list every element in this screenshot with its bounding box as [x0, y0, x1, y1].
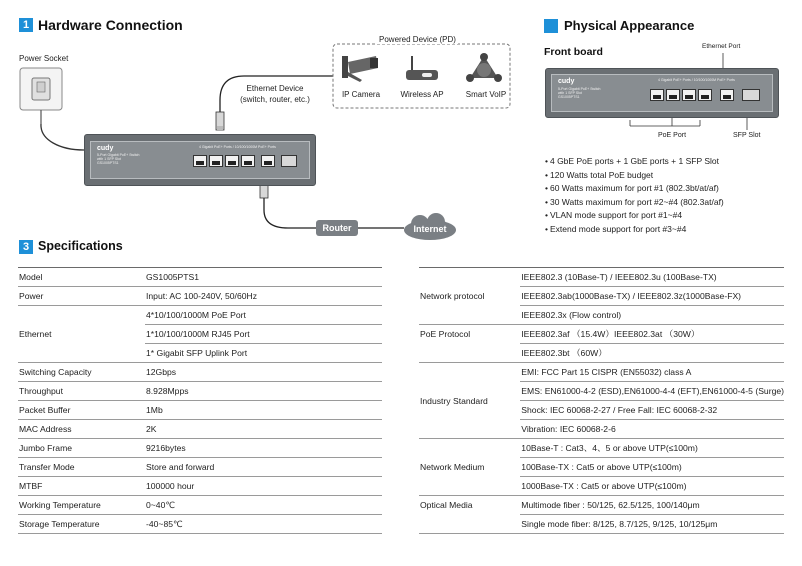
spec-value: IEEE802.3ab(1000Base-TX) / IEEE802.3z(1000Base-FX) [520, 287, 784, 306]
sfp-slot [281, 155, 297, 167]
spec-value: IEEE802.3af （15.4W）IEEE802.3at （30W） [520, 325, 784, 344]
front-poe-port-1 [650, 89, 664, 101]
spec-value: 4*10/100/1000M PoE Port [145, 306, 382, 325]
section-number-badge: 1 [19, 18, 33, 32]
feature-item: • 4 GbE PoE ports + 1 GbE ports + 1 SFP Slot [545, 155, 724, 169]
spec-value: EMI: FCC Part 15 CISPR (EN55032) class A [520, 363, 784, 382]
front-poe-port-3 [682, 89, 696, 101]
spec-label: Model [18, 268, 145, 287]
table-row [18, 268, 382, 287]
spec-table-right [419, 267, 784, 534]
smart-voip-icon [466, 52, 502, 86]
front-board-ports-banner: 4 Gigabit PoE+ Ports / 10/100/1000M PoE+ Ports [658, 78, 735, 82]
ethernet-device-sublabel: (switch, router, etc.) [240, 95, 310, 104]
feature-item: • 120 Watts total PoE budget [545, 169, 724, 183]
spec-label: Industry Standard [419, 363, 520, 439]
spec-label: Optical Media [419, 496, 520, 534]
spec-value: Input: AC 100-240V, 50/60Hz [145, 287, 382, 306]
ethernet-port-caption: Ethernet Port [702, 43, 741, 50]
switch-model-line3: GS1005PTS1 [97, 161, 119, 165]
spec-label: Throughput [18, 382, 145, 401]
table-row [18, 439, 382, 458]
router-pill: Router [316, 220, 358, 236]
poe-port-caption: PoE Port [658, 132, 687, 139]
spec-value: Multimode fiber : 50/125, 62.5/125, 100/140μm [520, 496, 784, 515]
table-row [18, 496, 382, 515]
front-board-model-line2: with 1 SFP Slot [558, 91, 582, 95]
front-board-device [545, 68, 779, 118]
table-row [419, 363, 784, 382]
spec-value: 9216bytes [145, 439, 382, 458]
spec-value: 100000 hour [145, 477, 382, 496]
spec-value: 8.928Mpps [145, 382, 382, 401]
pd-label-wireless-ap: Wireless AP [400, 90, 444, 99]
spec-value: IEEE802.3bt （60W） [520, 344, 784, 363]
physical-appearance-title: Physical Appearance [564, 18, 695, 33]
table-row [18, 515, 382, 534]
sfp-slot-caption: SFP Slot [733, 132, 761, 139]
pd-label-ip-camera: IP Camera [341, 90, 381, 99]
spec-value: 12Gbps [145, 363, 382, 382]
feature-item: • Extend mode support for port #3~#4 [545, 223, 724, 237]
spec-label: Working Temperature [18, 496, 145, 515]
table-row [18, 401, 382, 420]
spec-label: Network protocol [419, 268, 520, 325]
wireless-ap-icon [404, 52, 440, 86]
front-board-title: Front board [544, 46, 603, 58]
table-row [419, 439, 784, 458]
spec-value: GS1005PTS1 [145, 268, 382, 287]
front-ethernet-port [720, 89, 734, 101]
spec-label: Transfer Mode [18, 458, 145, 477]
spec-label: Power [18, 287, 145, 306]
spec-value: 2K [145, 420, 382, 439]
table-row [18, 287, 382, 306]
hardware-connection-title: Hardware Connection [38, 17, 183, 33]
spec-value: 10Base-T : Cat3、4、5 or above UTP(≤100m) [520, 439, 784, 458]
feature-item: • 60 Watts maximum for port #1 (802.3bt/at/af) [545, 182, 724, 196]
spec-value: 1000Base-TX : Cat5 or above UTP(≤100m) [520, 477, 784, 496]
table-row [18, 420, 382, 439]
spec-value: Vibration: IEC 60068-2-6 [520, 420, 784, 439]
feature-item: • VLAN mode support for port #1~#4 [545, 209, 724, 223]
spec-label: MTBF [18, 477, 145, 496]
spec-value: Single mode fiber: 8/125, 8.7/125, 9/125, 10/125μm [520, 515, 784, 534]
ip-camera-icon [340, 52, 380, 86]
table-row [419, 325, 784, 344]
table-row [18, 477, 382, 496]
spec-value: IEEE802.3x (Flow control) [520, 306, 784, 325]
poe-port-2 [209, 155, 223, 167]
power-socket-label: Power Socket [19, 54, 69, 63]
spec-label: Network Medium [419, 439, 520, 496]
spec-label: MAC Address [18, 420, 145, 439]
ethernet-device-label: Ethernet Device [246, 84, 304, 93]
spec-label: Ethernet [18, 306, 145, 363]
switch-ports-banner: 4 Gigabit PoE+ Ports / 10/100/1000M PoE+ Ports [199, 145, 276, 149]
front-board-model-line1: 5-Port Gigabit PoE+ Switch [558, 87, 601, 91]
spec-value: 1* Gigabit SFP Uplink Port [145, 344, 382, 363]
specifications-badge: 3 [19, 240, 33, 254]
poe-port-4 [241, 155, 255, 167]
spec-value: Shock: IEC 60068-2-27 / Free Fall: IEC 60068-2-32 [520, 401, 784, 420]
table-row [18, 458, 382, 477]
spec-value: 100Base-TX : Cat5 or above UTP(≤100m) [520, 458, 784, 477]
spec-label: Packet Buffer [18, 401, 145, 420]
switch-model-line1: 5-Port Gigabit PoE+ Switch [97, 153, 140, 157]
spec-value: EMS: EN61000-4-2 (ESD),EN61000-4-4 (EFT),EN61000-4-5 (Surge) [520, 382, 784, 401]
powered-device-label: Powered Device (PD) [379, 35, 456, 44]
table-row [18, 382, 382, 401]
switch-brand-logo: cudy [97, 145, 114, 152]
front-poe-port-2 [666, 89, 680, 101]
front-sfp-slot [742, 89, 760, 101]
front-board-brand-logo: cudy [558, 78, 575, 85]
spec-value: IEEE802.3 (10Base-T) / IEEE802.3u (100Base-TX) [520, 268, 784, 287]
spec-label: PoE Protocol [419, 325, 520, 363]
spec-value: 0~40℃ [145, 496, 382, 515]
poe-port-1 [193, 155, 207, 167]
feature-item: • 30 Watts maximum for port #2~#4 (802.3at/af) [545, 196, 724, 210]
table-row [18, 363, 382, 382]
switch-model-line2: with 1 SFP Slot [97, 157, 121, 161]
switch-device [84, 134, 316, 186]
spec-value: 1*10/100/1000M RJ45 Port [145, 325, 382, 344]
poe-port-3 [225, 155, 239, 167]
pd-label-smart-voip: Smart VoIP [465, 90, 507, 99]
physical-appearance-badge [544, 19, 558, 33]
spec-value: Store and forward [145, 458, 382, 477]
spec-table-left [18, 267, 382, 534]
spec-value: -40~85℃ [145, 515, 382, 534]
feature-list [545, 155, 724, 237]
spec-value: 1Mb [145, 401, 382, 420]
spec-label: Storage Temperature [18, 515, 145, 534]
spec-label: Jumbo Frame [18, 439, 145, 458]
table-row [419, 268, 784, 287]
table-row [419, 496, 784, 515]
table-row [18, 306, 382, 325]
spec-label: Switching Capacity [18, 363, 145, 382]
ethernet-port [261, 155, 275, 167]
front-board-model-line3: GS1005PTS1 [558, 95, 580, 99]
specifications-title: Specifications [38, 239, 123, 253]
internet-label: Internet [413, 224, 447, 234]
front-poe-port-4 [698, 89, 712, 101]
